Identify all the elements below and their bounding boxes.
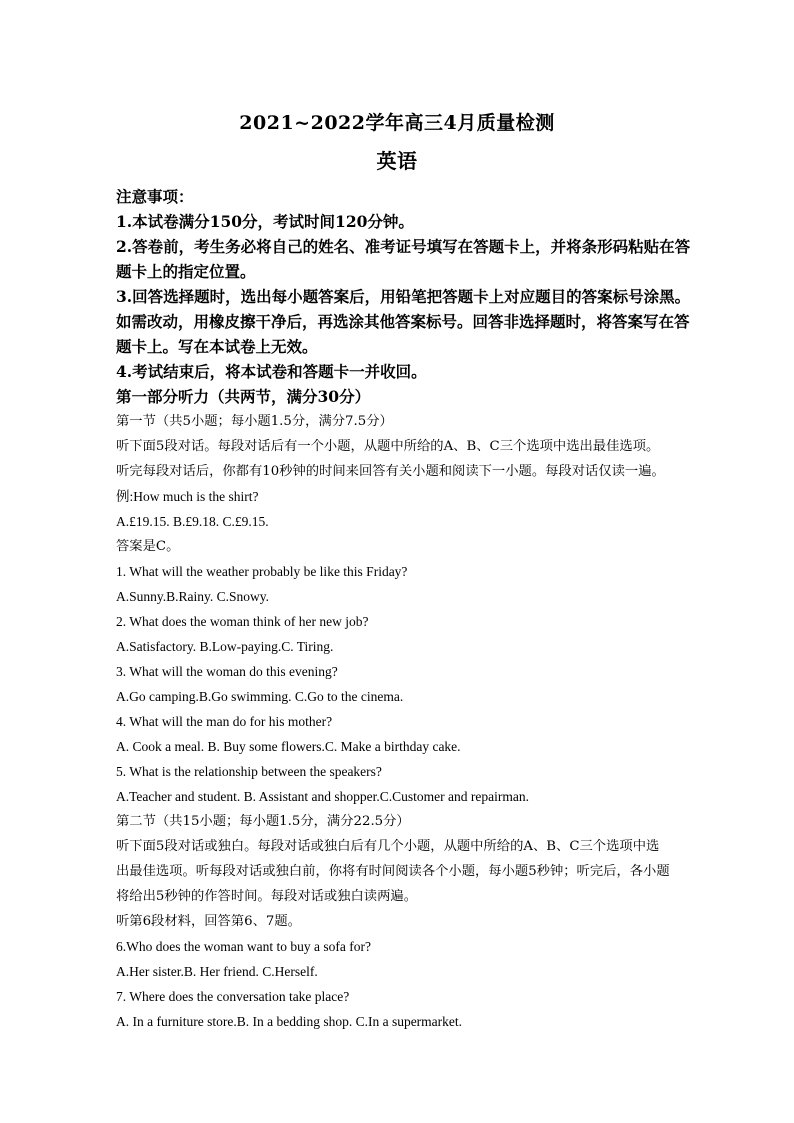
example-options: A.£19.15. B.£9.18. C.£9.15. <box>116 514 269 529</box>
question-text: 5. What is the relationship between the speakers? <box>116 764 382 779</box>
section2-instruction: 听下面5段对话或独白。每段对话或独白后有几个小题，从题中所给的A、B、C三个选项中选 <box>116 839 660 854</box>
question-options: A.Her sister.B. Her friend. C.Herself. <box>116 964 318 979</box>
section1-instruction: 听下面5段对话。每段对话后有一个小题，从题中所给的A、B、C三个选项中选出最佳选项。 <box>116 439 660 454</box>
section2-heading: 第二节（共15小题；每小题1.5分，满分22.5分） <box>116 814 410 829</box>
notice-line: 题卡上的指定位置。 <box>116 262 256 281</box>
exam-body <box>116 184 706 1034</box>
section1-instruction: 听完每段对话后，你都有10秒钟的时间来回答有关小题和阅读下一小题。每段对话仅读一遍。 <box>116 464 665 479</box>
question-options: A. In a furniture store.B. In a bedding shop. C.In a supermarket. <box>116 1014 463 1029</box>
question-options: A.Satisfactory. B.Low-paying.C. Tiring. <box>116 639 334 654</box>
question-text: 6.Who does the woman want to buy a sofa for? <box>116 939 371 954</box>
question-text: 3. What will the woman do this evening? <box>116 664 338 679</box>
question-text: 7. Where does the conversation take place? <box>116 989 350 1004</box>
section1-heading: 第一节（共5小题；每小题1.5分，满分7.5分） <box>116 414 393 429</box>
example-answer: 答案是C。 <box>116 539 180 554</box>
notice-line: 1.本试卷满分150分，考试时间120分钟。 <box>116 212 414 231</box>
subject-title: 英语 <box>376 149 418 173</box>
question-options: A. Cook a meal. B. Buy some flowers.C. Make a birthday cake. <box>116 739 461 754</box>
question-text: 4. What will the man do for his mother? <box>116 714 333 729</box>
notice-heading: 注意事项： <box>116 187 194 206</box>
section2-instruction: 将给出5秒钟的作答时间。每段对话或独白读两遍。 <box>116 889 417 904</box>
exam-title: 2021~2022学年高三4月质量检测 <box>239 112 555 134</box>
question-text: 2. What does the woman think of her new job? <box>116 614 369 629</box>
section2-instruction: 出最佳选项。听每段对话或独白前，你将有时间阅读各个小题，每小题5秒钟；听完后，各小题 <box>116 864 670 879</box>
part1-heading: 第一部分听力（共两节，满分30分） <box>116 387 371 406</box>
question-options: A.Teacher and student. B. Assistant and shopper.C.Customer and repairman. <box>116 789 529 804</box>
question-options: A.Sunny.B.Rainy. C.Snowy. <box>116 589 270 604</box>
example-question: 例:How much is the shirt? <box>116 489 259 504</box>
notice-line: 4.考试结束后，将本试卷和答题卡一并收回。 <box>116 362 427 381</box>
material-prompt: 听第6段材料，回答第6、7题。 <box>116 914 301 929</box>
notice-line: 2.答卷前，考生务必将自己的姓名、准考证号填写在答题卡上，并将条形码粘贴在答 <box>116 237 691 256</box>
question-options: A.Go camping.B.Go swimming. C.Go to the cinema. <box>116 689 404 704</box>
notice-line: 题卡上。写在本试卷上无效。 <box>116 337 318 356</box>
notice-line: 3.回答选择题时，选出每小题答案后，用铅笔把答题卡上对应题目的答案标号涂黑。 <box>116 287 691 306</box>
notice-line: 如需改动，用橡皮擦干净后，再选涂其他答案标号。回答非选择题时，将答案写在答 <box>116 312 690 331</box>
question-text: 1. What will the weather probably be like this Friday? <box>116 564 408 579</box>
